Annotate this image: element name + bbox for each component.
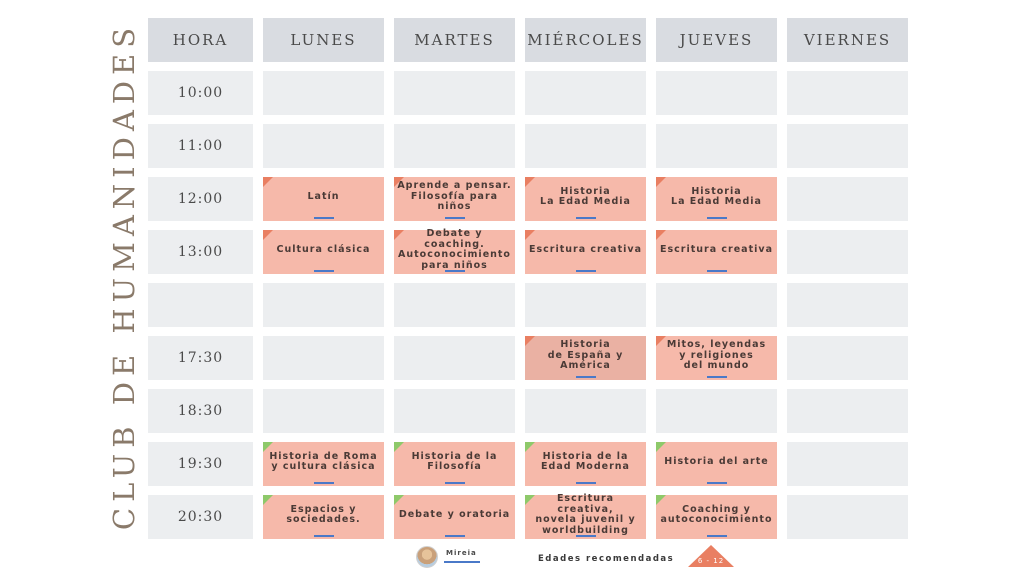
empty-slot <box>263 283 384 327</box>
class-underline <box>314 270 334 272</box>
empty-slot <box>394 71 515 115</box>
empty-slot <box>787 495 908 539</box>
class-underline <box>576 217 596 219</box>
empty-slot <box>263 71 384 115</box>
class-title: Historia La Edad Media <box>671 185 762 207</box>
empty-slot <box>263 336 384 380</box>
class-underline <box>576 270 596 272</box>
author-underline <box>444 561 480 563</box>
class-title: Escritura creativa <box>529 243 642 255</box>
class-block[interactable] <box>263 177 384 221</box>
time-slot: 20:30 <box>148 495 253 539</box>
class-underline <box>314 482 334 484</box>
time-slot: 18:30 <box>148 389 253 433</box>
class-underline <box>707 270 727 272</box>
side-title <box>100 18 148 534</box>
time-slot: 13:00 <box>148 230 253 274</box>
header-hora: HORA <box>148 18 253 62</box>
empty-slot <box>787 336 908 380</box>
empty-slot <box>263 124 384 168</box>
time-slot <box>148 283 253 327</box>
empty-slot <box>787 389 908 433</box>
time-slot: 11:00 <box>148 124 253 168</box>
class-title: Escritura creativa, novela juvenil y worldbuilding <box>535 493 636 536</box>
class-underline <box>707 482 727 484</box>
class-title: Debate y coaching. Autoconocimiento para niños <box>398 228 511 271</box>
class-block[interactable] <box>263 230 384 274</box>
class-underline <box>445 217 465 219</box>
class-underline <box>576 482 596 484</box>
time-slot: 12:00 <box>148 177 253 221</box>
class-underline <box>314 217 334 219</box>
ages-range: 6 - 12 <box>697 557 725 565</box>
empty-slot <box>656 283 777 327</box>
class-underline <box>445 482 465 484</box>
class-underline <box>576 535 596 537</box>
empty-slot <box>787 124 908 168</box>
class-block[interactable] <box>263 495 384 539</box>
class-block[interactable] <box>394 230 515 274</box>
empty-slot <box>656 71 777 115</box>
class-title: Historia de la Filosofía <box>411 450 498 472</box>
empty-slot <box>787 442 908 486</box>
class-block[interactable] <box>525 495 646 539</box>
header-viernes: VIERNES <box>787 18 908 62</box>
empty-slot <box>656 124 777 168</box>
author-name: Mireia <box>446 549 477 557</box>
class-block[interactable] <box>394 442 515 486</box>
empty-slot <box>656 389 777 433</box>
empty-slot <box>525 71 646 115</box>
header-lunes: LUNES <box>263 18 384 62</box>
class-block[interactable] <box>525 177 646 221</box>
class-block[interactable] <box>263 442 384 486</box>
time-slot: 17:30 <box>148 336 253 380</box>
class-block[interactable] <box>525 336 646 380</box>
class-block[interactable] <box>656 442 777 486</box>
time-slot: 19:30 <box>148 442 253 486</box>
time-slot: 10:00 <box>148 71 253 115</box>
class-block[interactable] <box>525 442 646 486</box>
empty-slot <box>787 283 908 327</box>
empty-slot <box>787 71 908 115</box>
class-underline <box>445 535 465 537</box>
schedule-grid <box>148 18 908 539</box>
side-title-text: CLUB DE HUMANIDADES <box>107 21 141 531</box>
class-title: Historia del arte <box>664 455 769 467</box>
empty-slot <box>525 283 646 327</box>
header-jueves: JUEVES <box>656 18 777 62</box>
class-block[interactable] <box>656 230 777 274</box>
empty-slot <box>525 124 646 168</box>
class-title: Coaching y autoconocimiento <box>660 503 773 525</box>
empty-slot <box>394 283 515 327</box>
class-underline <box>314 535 334 537</box>
empty-slot <box>787 177 908 221</box>
empty-slot <box>263 389 384 433</box>
class-title: Espacios y sociedades. <box>286 503 361 525</box>
empty-slot <box>525 389 646 433</box>
class-block[interactable] <box>525 230 646 274</box>
class-title: Historia La Edad Media <box>540 185 631 207</box>
class-title: Aprende a pensar. Filosofía para niños <box>397 180 512 213</box>
class-block[interactable] <box>394 495 515 539</box>
class-block[interactable] <box>656 495 777 539</box>
class-block[interactable] <box>394 177 515 221</box>
class-block[interactable] <box>656 177 777 221</box>
class-underline <box>445 270 465 272</box>
user-avatar-icon <box>416 546 438 568</box>
class-title: Cultura clásica <box>276 243 371 255</box>
class-title: Debate y oratoria <box>398 508 511 520</box>
ages-label: Edades recomendadas <box>538 554 675 564</box>
empty-slot <box>394 389 515 433</box>
class-title: Escritura creativa <box>660 243 773 255</box>
empty-slot <box>394 124 515 168</box>
class-underline <box>576 376 596 378</box>
class-underline <box>707 376 727 378</box>
class-title: Historia de España y América <box>547 339 624 372</box>
class-title: Latín <box>307 190 340 202</box>
class-underline <box>707 217 727 219</box>
class-underline <box>707 535 727 537</box>
empty-slot <box>394 336 515 380</box>
ages-badge <box>688 545 734 567</box>
class-title: Historia de Roma y cultura clásica <box>269 450 378 472</box>
header-martes: MARTES <box>394 18 515 62</box>
class-title: Mitos, leyendas y religiones del mundo <box>666 339 767 372</box>
empty-slot <box>787 230 908 274</box>
class-block[interactable] <box>656 336 777 380</box>
header-miercoles: MIÉRCOLES <box>525 18 646 62</box>
class-title: Historia de la Edad Moderna <box>541 450 630 472</box>
